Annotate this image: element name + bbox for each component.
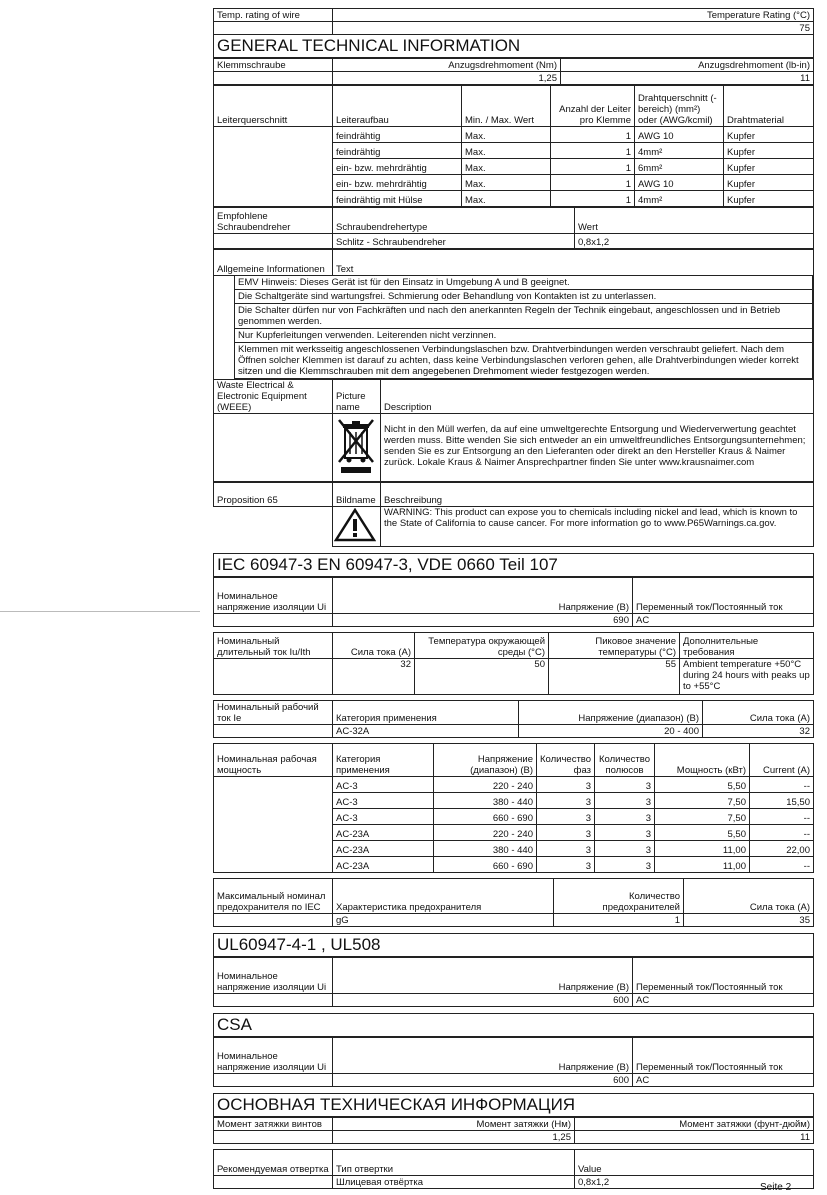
screwdriver-type-header: Schraubendrehertype [333, 208, 575, 234]
ru-value-header: Value [575, 1150, 814, 1176]
conductor-label: Leiterquerschnitt [214, 86, 333, 127]
iec-thermal-table [213, 632, 814, 695]
temp-rating-value: 75 [333, 22, 814, 35]
iec-operational-power-table [213, 743, 814, 873]
conductor-table [213, 85, 814, 207]
torque-nm-header: Anzugsdrehmoment (Nm) [333, 59, 561, 72]
table-cell: AWG 10 [635, 175, 724, 191]
general-info-label: Allgemeine Informationen [214, 250, 333, 276]
ru-torque-table [213, 1117, 814, 1144]
scan-artifact-line [0, 611, 200, 612]
fuse-header: Сила тока (А) [684, 879, 814, 914]
table-cell: Max. [462, 127, 551, 143]
table-cell: -- [750, 857, 814, 873]
weee-table [213, 379, 814, 482]
op-current-header: Напряжение (диапазон) (В) [519, 701, 703, 725]
table-cell: 1 [551, 159, 635, 175]
table-cell: 11,00 [655, 841, 750, 857]
ru-torque-nm-header: Момент затяжки (Нм) [333, 1118, 575, 1131]
operational-power-label: Номинальная рабочая мощность [214, 744, 333, 777]
weee-description: Nicht in den Müll werfen, da auf eine umweltgerechte Entsorgung und Wiederverwertung geachtet werden muss. Bitte wenden Sie sich entweder an ein umweltfreundliches Entsorgungsunternehmen; senden Sie es zur Entsorgung an den Lieferanten oder direkt an den Hersteller Kraus & Naimer zurück. Lokale Kraus & Naimer Ansprechpartner finden Sie unter www.krausnaimer.com [381, 414, 814, 482]
table-cell: AC-23A [333, 825, 434, 841]
table-cell: feindrähtig [333, 143, 462, 159]
torque-lbin-value: 11 [561, 72, 814, 85]
current-type-value: AC [633, 1074, 814, 1087]
op-current-header: Категория применения [333, 701, 519, 725]
insulation-label: Номинальное напряжение изоляции Ui [214, 578, 333, 614]
table-cell: 1 [551, 191, 635, 207]
fuse-value: 35 [684, 914, 814, 927]
datasheet-page [213, 8, 814, 1189]
current-type-value: AC [633, 614, 814, 627]
table-cell: 3 [537, 825, 595, 841]
torque-table [213, 58, 814, 85]
table-cell: 3 [595, 825, 655, 841]
prop65-table [213, 482, 814, 547]
screwdriver-label: Empfohlene Schraubendreher [214, 208, 333, 234]
current-type-value: AC [633, 994, 814, 1007]
table-cell: 220 - 240 [434, 777, 537, 793]
weee-label: Waste Electrical & Electronic Equipment (WEEE) [214, 380, 333, 414]
voltage-value: 600 [333, 994, 633, 1007]
screwdriver-value: 0,8x1,2 [575, 234, 814, 249]
insulation-label: Номинальное напряжение изоляции Ui [214, 1038, 333, 1074]
terminal-screw-label: Klemmschraube [214, 59, 333, 72]
voltage-header: Напряжение (В) [333, 958, 633, 994]
conductor-header: Anzahl der Leiter pro Klemme [551, 86, 635, 127]
op-power-header: Количество полюсов [595, 744, 655, 777]
iec-operational-current-table [213, 700, 814, 738]
screwdriver-table [213, 207, 814, 249]
current-type-header: Переменный ток/Постоянный ток [633, 1038, 814, 1074]
current-type-header: Переменный ток/Постоянный ток [633, 578, 814, 614]
csa-insulation-table [213, 1037, 814, 1087]
table-cell: 3 [537, 857, 595, 873]
screwdriver-type: Schlitz - Schraubendreher [333, 234, 575, 249]
insulation-label: Номинальное напряжение изоляции Ui [214, 958, 333, 994]
table-cell: 380 - 440 [434, 841, 537, 857]
ul-title: UL60947-4-1 , UL508 [213, 933, 814, 957]
thermal-value: 32 [333, 659, 415, 695]
conductor-header: Leiteraufbau [333, 86, 462, 127]
table-cell: -- [750, 825, 814, 841]
thermal-current-label: Номинальный длительный ток Iu/Ith [214, 633, 333, 659]
table-cell: 3 [595, 777, 655, 793]
voltage-header: Напряжение (В) [333, 1038, 633, 1074]
op-power-header: Мощность (кВт) [655, 744, 750, 777]
table-cell: Max. [462, 159, 551, 175]
note-maintenance: Die Schaltgeräte sind wartungsfrei. Schmierung oder Behandlung von Kontakten ist zu unterlassen. [234, 290, 813, 304]
iec-fuse-table [213, 878, 814, 927]
table-cell: Kupfer [724, 191, 814, 207]
ru-torque-lb-value: 11 [575, 1131, 814, 1144]
csa-title: CSA [213, 1013, 814, 1037]
temp-rating-table [213, 8, 814, 35]
note-terminals: Klemmen mit werksseitig angeschlossenen Verbindungslaschen bzw. Drahtverbindungen werden verschraubt geliefert. Nach dem Öffnen solcher Klemmen ist darauf zu achten, dass keine Verbindungslaschen verloren gehen, alle Drahtverbindungen wieder korrekt sitzen und die Klemmschrauben mit dem angegebenen Drehmoment wieder festgezogen werden. [234, 343, 813, 379]
table-cell: 660 - 690 [434, 857, 537, 873]
table-cell: ein- bzw. mehrdrähtig [333, 159, 462, 175]
note-copper: Nur Kupferleitungen verwenden. Leiterenden nicht verzinnen. [234, 329, 813, 343]
table-cell: 1 [551, 175, 635, 191]
table-cell: 5,50 [655, 825, 750, 841]
op-power-header: Напряжение (диапазон) (В) [434, 744, 537, 777]
iec-insulation-table [213, 577, 814, 627]
op-power-header: Количество фаз [537, 744, 595, 777]
table-cell: feindrähtig mit Hülse [333, 191, 462, 207]
general-ru-title: ОСНОВНАЯ ТЕХНИЧЕСКАЯ ИНФОРМАЦИЯ [213, 1093, 814, 1117]
table-cell: 5,50 [655, 777, 750, 793]
op-current-header: Сила тока (А) [703, 701, 814, 725]
ru-value-value: 0,8x1,2 [575, 1176, 814, 1189]
general-info-title: GENERAL TECHNICAL INFORMATION [213, 35, 814, 58]
table-cell: Max. [462, 143, 551, 159]
temp-rating-label: Temp. rating of wire [214, 9, 333, 22]
prop65-picture-header: Bildname [333, 483, 381, 507]
voltage-value: 690 [333, 614, 633, 627]
note-installation: Die Schalter dürfen nur von Fachkräften und nach den anerkannten Regeln der Technik eingebaut, angeschlossen und in Betrieb genommen werden. [234, 304, 813, 329]
table-cell: -- [750, 809, 814, 825]
fuse-header: Количество предохранителей [554, 879, 684, 914]
prop65-label: Proposition 65 [214, 483, 333, 507]
general-info-text-header: Text [333, 250, 814, 276]
weee-picture-header: Picture name [333, 380, 381, 414]
table-cell: 3 [537, 777, 595, 793]
thermal-header: Пиковое значение температуры (°C) [549, 633, 680, 659]
note-emv: EMV Hinweis: Dieses Gerät ist für den Einsatz in Umgebung A und B geeignet. [234, 276, 813, 290]
table-cell: 660 - 690 [434, 809, 537, 825]
ru-torque-nm-value: 1,25 [333, 1131, 575, 1144]
table-cell: feindrähtig [333, 127, 462, 143]
thermal-value: 50 [415, 659, 549, 695]
fuse-header: Характеристика предохранителя [333, 879, 554, 914]
table-cell: 3 [595, 793, 655, 809]
table-cell: 3 [537, 793, 595, 809]
table-cell: 1 [551, 127, 635, 143]
table-cell: -- [750, 777, 814, 793]
voltage-value: 600 [333, 1074, 633, 1087]
current-type-header: Переменный ток/Постоянный ток [633, 958, 814, 994]
table-cell: 11,00 [655, 857, 750, 873]
table-cell: 7,50 [655, 793, 750, 809]
table-cell: AC-3 [333, 809, 434, 825]
table-cell: 4mm² [635, 191, 724, 207]
warning-triangle-icon [333, 507, 381, 547]
ru-screw-label: Момент затяжки винтов [214, 1118, 333, 1131]
fuse-value: gG [333, 914, 554, 927]
table-cell: AC-3 [333, 793, 434, 809]
thermal-value: Ambient temperature +50°C during 24 hours with peaks up to +55°C [680, 659, 814, 695]
conductor-header: Drahtmaterial [724, 86, 814, 127]
conductor-header: Min. / Max. Wert [462, 86, 551, 127]
table-cell: Kupfer [724, 175, 814, 191]
table-cell: 22,00 [750, 841, 814, 857]
iec-title: IEC 60947-3 EN 60947-3, VDE 0660 Teil 107 [213, 553, 814, 577]
ru-type-value: Шлицевая отвёртка [333, 1176, 575, 1189]
thermal-value: 55 [549, 659, 680, 695]
ru-type-header: Тип отвертки [333, 1150, 575, 1176]
torque-nm-value: 1,25 [333, 72, 561, 85]
table-cell: Max. [462, 175, 551, 191]
ru-screwdriver-table [213, 1149, 814, 1189]
op-current-value: 32 [703, 725, 814, 738]
table-cell: 3 [537, 809, 595, 825]
table-cell: Max. [462, 191, 551, 207]
table-cell: 3 [595, 857, 655, 873]
thermal-header: Сила тока (А) [333, 633, 415, 659]
prop65-description-header: Beschreibung [381, 483, 814, 507]
table-cell: 7,50 [655, 809, 750, 825]
op-power-header: Категория применения [333, 744, 434, 777]
prop65-description: WARNING: This product can expose you to chemicals including nickel and lead, which is known to the State of California to cause cancer. For more information go to www.P65Warnings.ca.gov. [381, 507, 814, 547]
table-cell: AC-23A [333, 841, 434, 857]
weee-description-header: Description [381, 380, 814, 414]
screwdriver-value-header: Wert [575, 208, 814, 234]
operational-current-label: Номинальный рабочий ток Ie [214, 701, 333, 725]
ru-screwdriver-label: Рекомендуемая отвертка [214, 1150, 333, 1176]
ul-insulation-table [213, 957, 814, 1007]
table-cell: 15,50 [750, 793, 814, 809]
table-cell: Kupfer [724, 143, 814, 159]
table-cell: AC-23A [333, 857, 434, 873]
op-current-value: 20 - 400 [519, 725, 703, 738]
table-cell: Kupfer [724, 159, 814, 175]
thermal-header: Температура окружающей среды (°C) [415, 633, 549, 659]
torque-lbin-header: Anzugsdrehmoment (lb-in) [561, 59, 814, 72]
op-current-value: AC-32A [333, 725, 519, 738]
weee-bin-icon [333, 414, 381, 482]
table-cell: AWG 10 [635, 127, 724, 143]
table-cell: 1 [551, 143, 635, 159]
table-cell: Kupfer [724, 127, 814, 143]
conductor-header: Drahtquerschnitt (-bereich) (mm²) oder (AWG/kcmil) [635, 86, 724, 127]
op-power-header: Current (A) [750, 744, 814, 777]
thermal-header: Дополнительные требования [680, 633, 814, 659]
table-cell: 6mm² [635, 159, 724, 175]
page-number: Seite 2 [760, 1182, 792, 1193]
table-cell: ein- bzw. mehrdrähtig [333, 175, 462, 191]
voltage-header: Напряжение (В) [333, 578, 633, 614]
temp-rating-header: Temperature Rating (°C) [333, 9, 814, 22]
fuse-value: 1 [554, 914, 684, 927]
table-cell: 380 - 440 [434, 793, 537, 809]
ru-torque-lb-header: Момент затяжки (фунт-дюйм) [575, 1118, 814, 1131]
fuse-label: Максимальный номинал предохранителя по IEC [214, 879, 333, 914]
general-info-table [213, 249, 814, 276]
table-cell: AC-3 [333, 777, 434, 793]
table-cell: 3 [595, 809, 655, 825]
table-cell: 220 - 240 [434, 825, 537, 841]
table-cell: 3 [595, 841, 655, 857]
table-cell: 4mm² [635, 143, 724, 159]
table-cell: 3 [537, 841, 595, 857]
